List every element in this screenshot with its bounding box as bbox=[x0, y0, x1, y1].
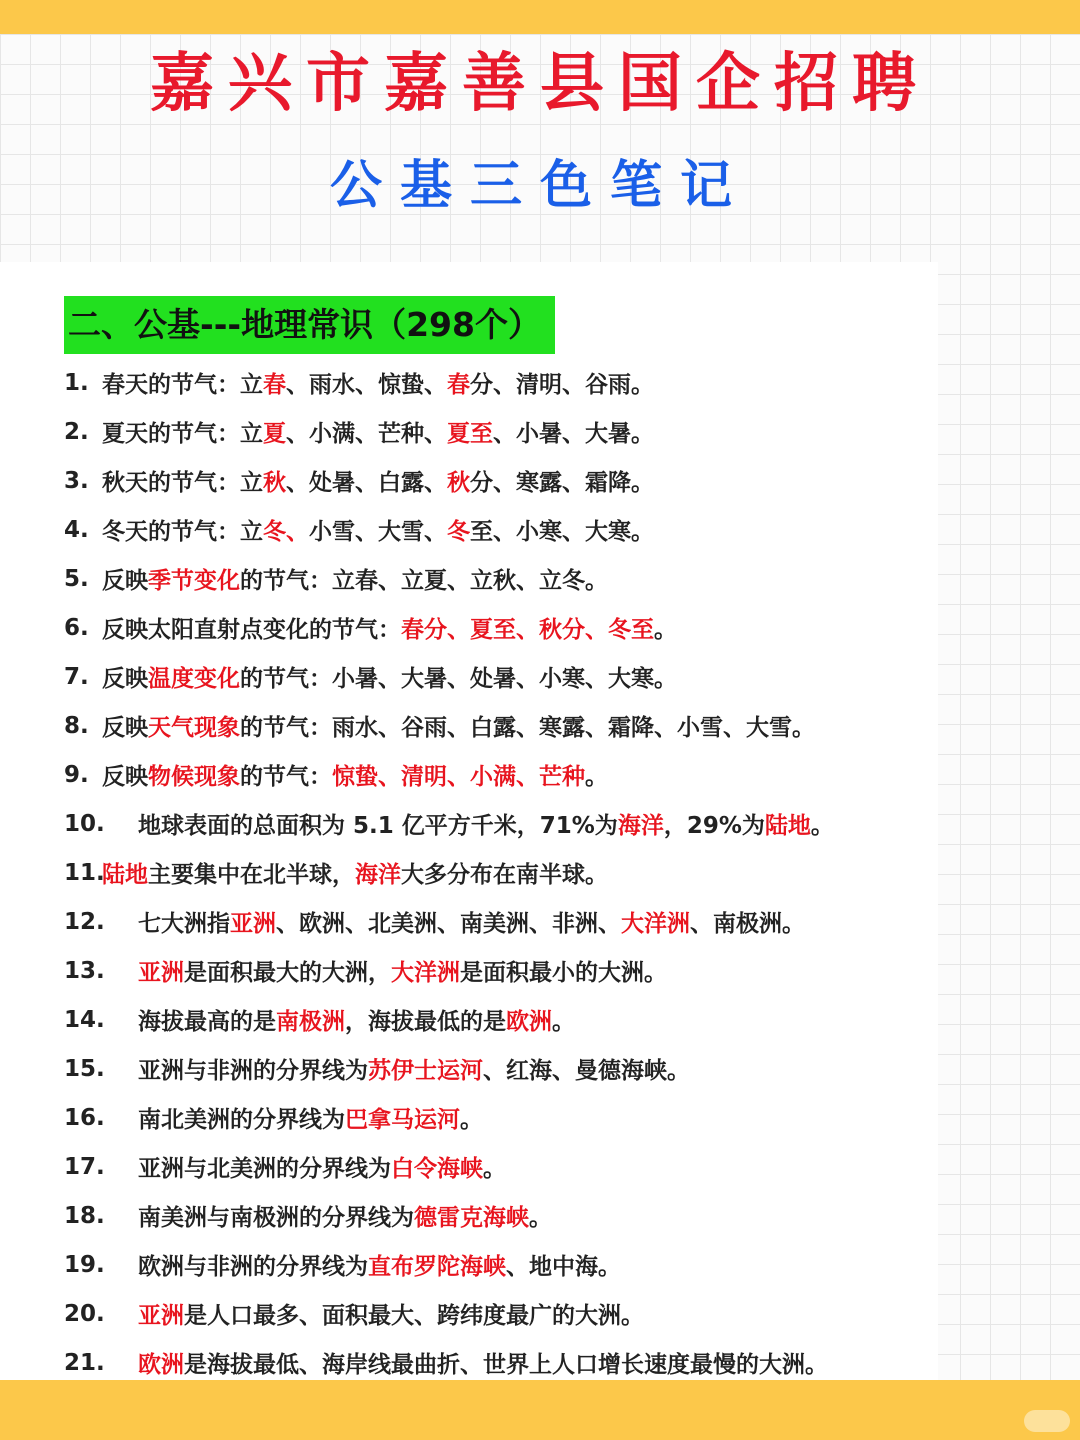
note-text bbox=[138, 1248, 621, 1281]
note-number: 7. bbox=[64, 663, 89, 690]
highlight-text: 巴拿马运河 bbox=[345, 1107, 460, 1133]
note-number: 5. bbox=[64, 565, 89, 592]
note-text-segment: 反映 bbox=[102, 666, 148, 692]
note-text-segment: ，海拔最低的是 bbox=[345, 1009, 506, 1035]
highlight-text: 欧洲 bbox=[506, 1009, 552, 1035]
note-number: 20. bbox=[64, 1300, 105, 1327]
highlight-text: 天气现象 bbox=[148, 715, 240, 741]
note-text-segment: 。 bbox=[483, 1156, 506, 1182]
note-text bbox=[102, 709, 815, 742]
note-text bbox=[138, 1003, 575, 1036]
highlight-text: 欧洲 bbox=[138, 1352, 184, 1378]
note-item bbox=[64, 750, 924, 799]
highlight-text: 白令海峡 bbox=[391, 1156, 483, 1182]
note-text-segment: 南北美洲的分界线为 bbox=[138, 1107, 345, 1133]
highlight-text: 亚洲 bbox=[138, 1303, 184, 1329]
highlight-text: 大洋洲 bbox=[391, 960, 460, 986]
highlight-text: 夏至 bbox=[447, 421, 493, 447]
note-text-segment: 大多分布在南半球。 bbox=[401, 862, 608, 888]
note-text-segment: 、小满、芒种、 bbox=[286, 421, 447, 447]
section-heading: 二、公基---地理常识（298个） bbox=[64, 296, 555, 354]
note-text bbox=[102, 513, 654, 546]
note-text-segment: 、处暑、白露、 bbox=[286, 470, 447, 496]
note-text-segment: 分、寒露、霜降。 bbox=[470, 470, 654, 496]
highlight-text: 直布罗陀海峡 bbox=[368, 1254, 506, 1280]
note-text-segment: 至、小寒、大寒。 bbox=[470, 519, 654, 545]
note-number: 10. bbox=[64, 810, 105, 837]
highlight-text: 陆地 bbox=[102, 862, 148, 888]
note-text-segment: 、红海、曼德海峡。 bbox=[483, 1058, 690, 1084]
note-text-segment: 是人口最多、面积最大、跨纬度最广的大洲。 bbox=[184, 1303, 644, 1329]
highlight-text: 夏 bbox=[263, 421, 286, 447]
note-text bbox=[138, 1052, 690, 1085]
note-text-segment: 。 bbox=[810, 813, 834, 839]
note-number: 12. bbox=[64, 908, 105, 935]
note-text bbox=[138, 1150, 506, 1183]
highlight-text: 季节变化 bbox=[148, 568, 240, 594]
note-number: 18. bbox=[64, 1202, 105, 1229]
note-text-segment: 主要集中在北半球， bbox=[148, 862, 355, 888]
note-number: 15. bbox=[64, 1055, 105, 1082]
note-number: 8. bbox=[64, 712, 89, 739]
note-text-segment: 亚洲与北美洲的分界线为 bbox=[138, 1156, 391, 1182]
note-item bbox=[64, 946, 924, 995]
note-text bbox=[102, 464, 654, 497]
note-text-segment: 海拔最高的是 bbox=[138, 1009, 276, 1035]
note-number: 3. bbox=[64, 467, 89, 494]
note-text-segment: 、地中海。 bbox=[506, 1254, 621, 1280]
note-text-segment: ，29%为 bbox=[663, 813, 765, 839]
note-text-segment: 是面积最小的大洲。 bbox=[460, 960, 667, 986]
note-item bbox=[64, 358, 924, 407]
note-text bbox=[102, 611, 677, 644]
note-text-segment: 反映 bbox=[102, 764, 148, 790]
note-text-segment: 七大洲指 bbox=[138, 911, 230, 937]
note-number: 9. bbox=[64, 761, 89, 788]
note-text-segment: 冬天的节气：立 bbox=[102, 519, 263, 545]
note-text-segment: 。 bbox=[529, 1205, 552, 1231]
note-number: 11. bbox=[64, 859, 105, 886]
note-text-segment: 秋天的节气：立 bbox=[102, 470, 263, 496]
note-item bbox=[64, 1240, 924, 1289]
note-item bbox=[64, 701, 924, 750]
note-text-segment: 的节气： bbox=[240, 764, 332, 790]
note-text-segment: 亚洲与非洲的分界线为 bbox=[138, 1058, 368, 1084]
note-item bbox=[64, 407, 924, 456]
highlight-text: 秋 bbox=[263, 470, 286, 496]
note-text-segment: 夏天的节气：立 bbox=[102, 421, 263, 447]
note-text-segment: 的节气：立春、立夏、立秋、立冬。 bbox=[240, 568, 608, 594]
note-item bbox=[64, 1338, 924, 1387]
note-number: 17. bbox=[64, 1153, 105, 1180]
note-item bbox=[64, 652, 924, 701]
notes-list bbox=[64, 358, 924, 1387]
note-text-segment: 的节气：雨水、谷雨、白露、寒露、霜降、小雪、大雪。 bbox=[240, 715, 815, 741]
note-text bbox=[102, 366, 654, 399]
note-text bbox=[138, 954, 667, 987]
note-item bbox=[64, 456, 924, 505]
note-item bbox=[64, 1093, 924, 1142]
note-text-segment: 反映 bbox=[102, 568, 148, 594]
highlight-text: 南极洲 bbox=[276, 1009, 345, 1035]
note-item bbox=[64, 1044, 924, 1093]
highlight-text: 海洋 bbox=[617, 813, 664, 839]
note-number: 19. bbox=[64, 1251, 105, 1278]
highlight-text: 陆地 bbox=[764, 813, 811, 839]
note-text-segment: 是海拔最低、海岸线最曲折、世界上人口增长速度最慢的大洲。 bbox=[184, 1352, 828, 1378]
highlight-text: 春 bbox=[263, 372, 286, 398]
note-text bbox=[138, 1346, 828, 1379]
note-item bbox=[64, 603, 924, 652]
note-number: 6. bbox=[64, 614, 89, 641]
highlight-text: 温度变化 bbox=[148, 666, 240, 692]
note-text-segment: 分、清明、谷雨。 bbox=[470, 372, 654, 398]
note-item bbox=[64, 505, 924, 554]
highlight-text: 海洋 bbox=[355, 862, 401, 888]
highlight-text: 春分、夏至、秋分、冬至 bbox=[401, 617, 654, 643]
note-text bbox=[102, 758, 608, 791]
note-text-segment: 欧洲与非洲的分界线为 bbox=[138, 1254, 368, 1280]
note-item bbox=[64, 1142, 924, 1191]
note-item bbox=[64, 1191, 924, 1240]
highlight-text: 冬 bbox=[447, 519, 470, 545]
note-text-segment: 反映太阳直射点变化的节气： bbox=[102, 617, 401, 643]
note-text bbox=[138, 807, 834, 840]
highlight-text: 苏伊士运河 bbox=[368, 1058, 483, 1084]
highlight-text: 亚洲 bbox=[138, 960, 184, 986]
note-text-segment: 是面积最大的大洲， bbox=[184, 960, 391, 986]
note-text-segment: 反映 bbox=[102, 715, 148, 741]
note-item bbox=[64, 995, 924, 1044]
highlight-text: 亚洲 bbox=[230, 911, 276, 937]
note-text-segment: 。 bbox=[552, 1009, 575, 1035]
note-text-segment: 的节气：小暑、大暑、处暑、小寒、大寒。 bbox=[240, 666, 677, 692]
note-number: 4. bbox=[64, 516, 89, 543]
note-number: 2. bbox=[64, 418, 89, 445]
note-text bbox=[102, 415, 654, 448]
note-text-segment: 。 bbox=[460, 1107, 483, 1133]
note-item bbox=[64, 1289, 924, 1338]
watermark-badge bbox=[1024, 1410, 1070, 1432]
note-number: 13. bbox=[64, 957, 105, 984]
page-subtitle: 公基三色笔记 bbox=[329, 155, 750, 216]
note-item bbox=[64, 554, 924, 603]
note-text bbox=[138, 905, 805, 938]
page-title: 嘉兴市嘉善县国企招聘 bbox=[150, 46, 930, 121]
note-text-segment: 、南极洲。 bbox=[690, 911, 805, 937]
note-text bbox=[138, 1101, 483, 1134]
note-text-segment: 春天的节气：立 bbox=[102, 372, 263, 398]
note-text-segment: 小雪、大雪、 bbox=[309, 519, 447, 545]
note-text-segment: 、小暑、大暑。 bbox=[493, 421, 654, 447]
highlight-text: 惊蛰、清明、小满、芒种 bbox=[332, 764, 585, 790]
note-text bbox=[102, 856, 608, 889]
highlight-text: 春 bbox=[447, 372, 470, 398]
highlight-text: 德雷克海峡 bbox=[414, 1205, 529, 1231]
note-number: 14. bbox=[64, 1006, 105, 1033]
note-text-segment: 。 bbox=[654, 617, 677, 643]
highlight-text: 物候现象 bbox=[148, 764, 240, 790]
note-text bbox=[138, 1199, 552, 1232]
note-item bbox=[64, 848, 924, 897]
highlight-text: 冬、 bbox=[263, 519, 309, 545]
top-accent-bar bbox=[0, 0, 1080, 34]
note-text bbox=[102, 660, 677, 693]
note-text-segment: 、雨水、惊蛰、 bbox=[286, 372, 447, 398]
highlight-text: 大洋洲 bbox=[621, 911, 690, 937]
note-number: 16. bbox=[64, 1104, 105, 1131]
note-text-segment: 。 bbox=[585, 764, 608, 790]
note-text bbox=[102, 562, 608, 595]
note-item bbox=[64, 897, 924, 946]
bottom-accent-bar bbox=[0, 1380, 1080, 1440]
note-text-segment: 南美洲与南极洲的分界线为 bbox=[138, 1205, 414, 1231]
highlight-text: 秋 bbox=[447, 470, 470, 496]
note-text bbox=[138, 1297, 644, 1330]
note-number: 1. bbox=[64, 369, 89, 396]
note-text-segment: 、欧洲、北美洲、南美洲、非洲、 bbox=[276, 911, 621, 937]
note-number: 21. bbox=[64, 1349, 105, 1376]
note-item bbox=[64, 799, 924, 848]
note-text-segment: 地球表面的总面积为 5.1 亿平方千米，71%为 bbox=[138, 813, 618, 839]
